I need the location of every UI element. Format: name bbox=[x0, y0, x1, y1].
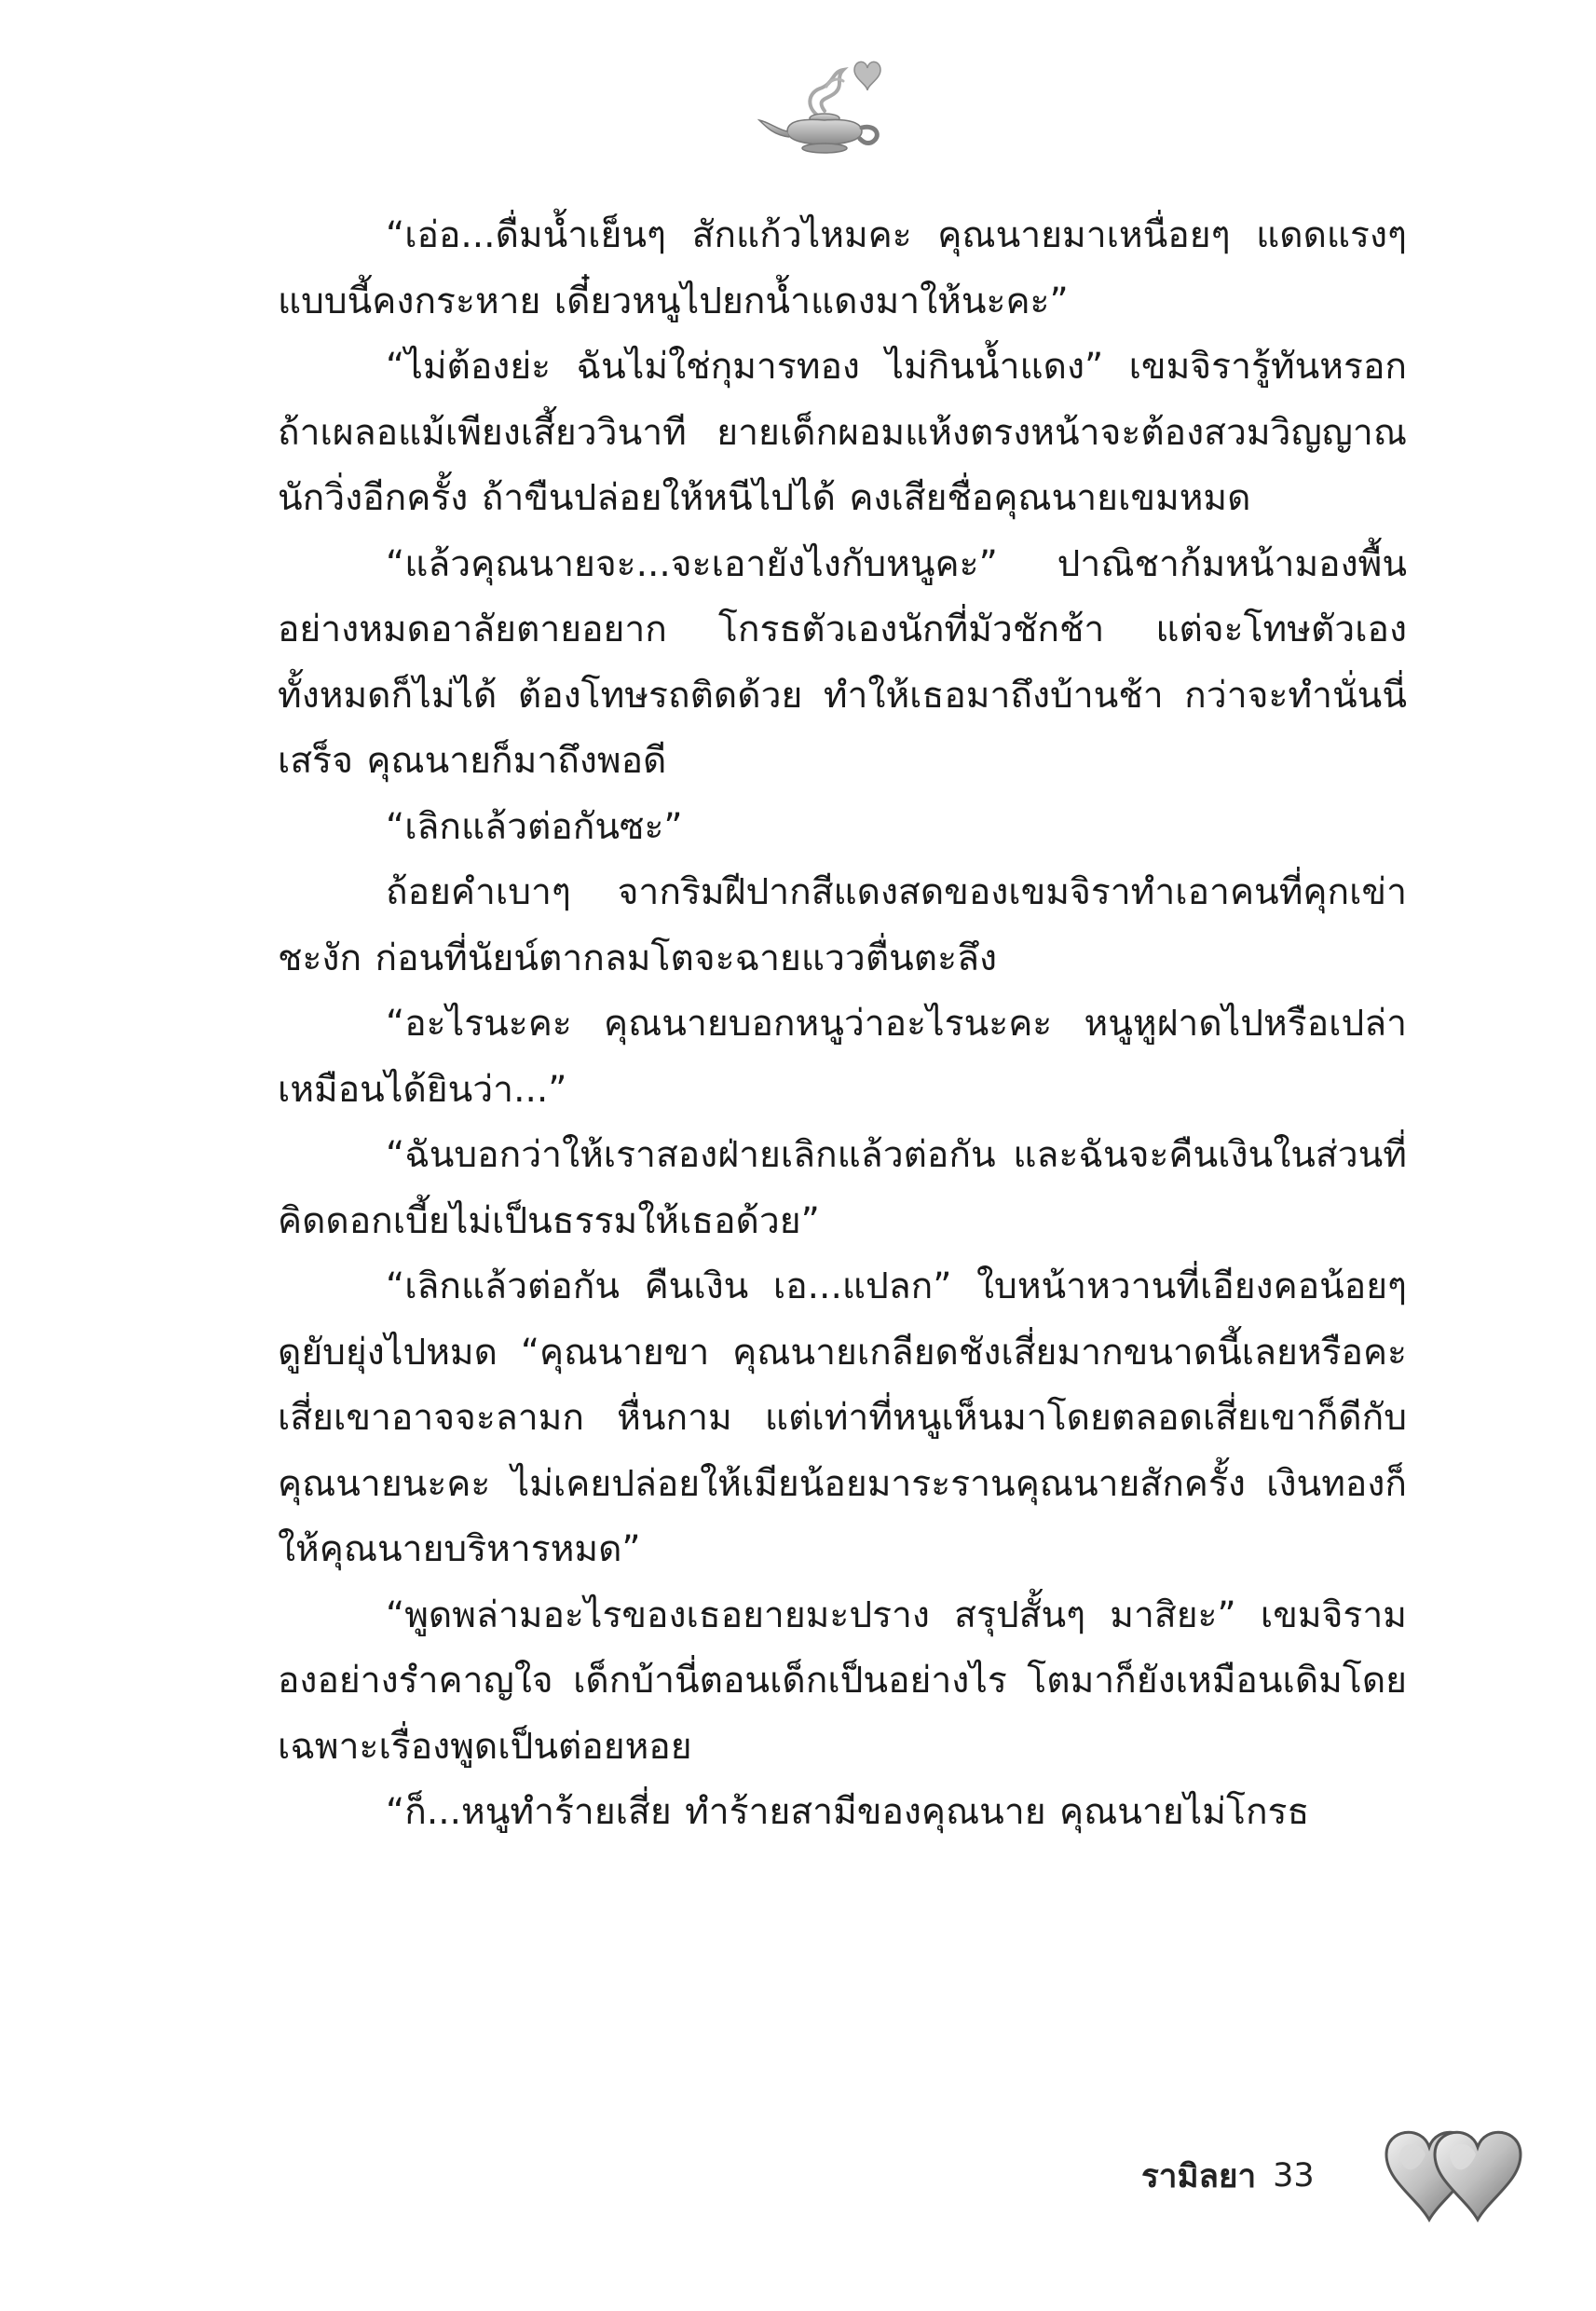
paragraph-7: “ฉันบอกว่าให้เราสองฝ่ายเลิกแล้วต่อกัน และฉันจะคืนเงินในส่วนที่คิดดอกเบี้ยไม่เป็นธรรมให้เธอด้วย” bbox=[278, 1134, 1407, 1242]
book-title: รามิลยา bbox=[1141, 2157, 1257, 2195]
paragraph-1: “เอ่อ...ดื่มน้ำเย็นๆ สักแก้วไหมคะ คุณนายมาเหนื่อยๆ แดดแรงๆ แบบนี้คงกระหาย เดี๋ยวหนูไปยกน้ำแดงมาให้นะคะ” bbox=[278, 214, 1407, 322]
paragraph-5: ถ้อยคำเบาๆ จากริมฝีปากสีแดงสดของเขมจิราทำเอาคนที่คุกเข่าชะงัก ก่อนที่นัยน์ตากลมโตจะฉายแววตื่นตะลึง bbox=[278, 871, 1407, 979]
twin-hearts-icon bbox=[1368, 2108, 1535, 2238]
paragraph-4: “เลิกแล้วต่อกันซะ” bbox=[386, 805, 683, 848]
paragraph-9: “พูดพล่ามอะไรของเธอยายมะปราง สรุปสั้นๆ มาสิยะ” เขมจิรามองอย่างรำคาญใจ เด็กบ้านี่ตอนเด็กเป็นอย่างไร โตมาก็ยังเหมือนเดิมโดยเฉพาะเรื่องพูดเป็นต่อยหอย bbox=[278, 1593, 1407, 1768]
page-footer bbox=[1141, 2134, 1315, 2218]
paragraph-2: “ไม่ต้องย่ะ ฉันไม่ใช่กุมารทอง ไม่กินน้ำแดง” เขมจิรารู้ทันหรอก ถ้าเผลอแม้เพียงเสี้ยววินาที ยายเด็กผอมแห้งตรงหน้าจะต้องสวมวิญญาณนักวิ่งอีกครั้ง ถ้าขืนปล่อยให้หนีไปได้ คงเสียชื่อคุณนายเขมหมด bbox=[278, 346, 1407, 519]
paragraph-8: “เลิกแล้วต่อกัน คืนเงิน เอ...แปลก” ใบหน้าหวานที่เอียงคอน้อยๆ ดูยับยุ่งไปหมด “คุณนายขา คุณนายเกลียดชังเสี่ยมากขนาดนี้เลยหรือคะ เสี่ยเขาอาจจะลามก หื่นกาม แต่เท่าที่หนูเห็นมาโดยตลอดเสี่ยเขาก็ดีกับคุณนายนะคะ ไม่เคยปล่อยให้เมียน้อยมาระรานคุณนายสักครั้ง เงินทองก็ให้คุณนายบริหารหมด” bbox=[278, 1265, 1407, 1570]
page-number: 33 bbox=[1273, 2157, 1315, 2195]
paragraph-6: “อะไรนะคะ คุณนายบอกหนูว่าอะไรนะคะ หนูหูฝาดไปหรือเปล่าเหมือนได้ยินว่า...” bbox=[278, 1003, 1407, 1111]
paragraph-10: “ก็...หนูทำร้ายเสี่ย ทำร้ายสามีของคุณนาย คุณนายไม่โกรธ bbox=[386, 1791, 1310, 1833]
genie-lamp-ornament-icon bbox=[750, 51, 899, 158]
paragraph-3: “แล้วคุณนายจะ...จะเอายังไงกับหนูคะ” ปาณิชาก้มหน้ามองพื้นอย่างหมดอาลัยตายอยาก โกรธตัวเองนักที่มัวชักช้า แต่จะโทษตัวเองทั้งหมดก็ไม่ได้ ต้องโทษรถติดด้วย ทำให้เธอมาถึงบ้านช้า กว่าจะทำนั่นนี่เสร็จ คุณนายก็มาถึงพอดี bbox=[278, 542, 1407, 782]
body-text bbox=[278, 203, 1407, 2160]
